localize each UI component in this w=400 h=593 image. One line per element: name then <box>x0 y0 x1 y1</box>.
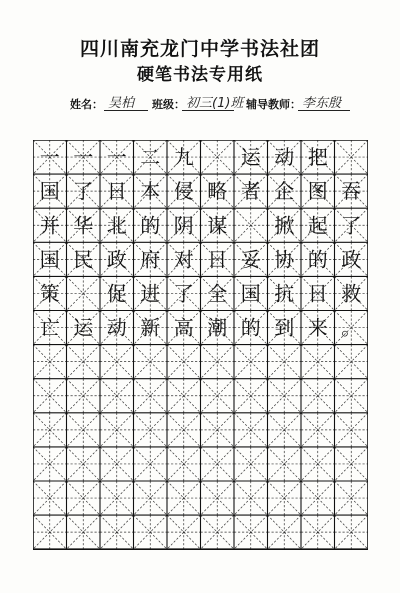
grid-cell <box>234 379 268 413</box>
grid-cell <box>134 379 168 413</box>
handwritten-char: 一 <box>106 145 127 170</box>
grid-cell <box>335 481 369 515</box>
handwritten-char: 本 <box>140 179 161 204</box>
handwritten-char: 一 <box>73 145 94 170</box>
grid-cell <box>134 413 168 447</box>
grid-cell <box>201 481 235 515</box>
teacher-label: 辅导教师： <box>246 98 301 111</box>
grid-cell <box>268 447 302 481</box>
handwritten-char: 对 <box>173 247 194 272</box>
grid-cell <box>100 481 134 515</box>
grid-cell <box>67 276 101 310</box>
handwritten-char: 民 <box>73 247 94 272</box>
handwritten-char: 促 <box>106 281 127 306</box>
handwritten-char: 了 <box>73 179 94 204</box>
handwritten-char: 企 <box>274 179 295 204</box>
handwritten-char: 高 <box>173 315 194 340</box>
handwritten-char: 救 <box>341 281 362 306</box>
handwritten-char: 谋 <box>207 213 228 238</box>
handwritten-char: 运 <box>240 145 261 170</box>
grid-cell <box>201 140 235 174</box>
grid-cell <box>268 481 302 515</box>
handwritten-char: 国 <box>39 247 60 272</box>
grid-cell <box>234 515 268 549</box>
grid-cell <box>268 515 302 549</box>
handwritten-char: 政 <box>341 247 362 272</box>
handwritten-char: 运 <box>73 315 94 340</box>
class-value: 初三(1)班 <box>186 96 244 111</box>
handwritten-char: 动 <box>274 145 295 170</box>
name-underline <box>104 110 148 111</box>
handwritten-char: 新 <box>140 315 161 340</box>
grid-cell <box>301 481 335 515</box>
grid-cell <box>167 345 201 379</box>
grid-cell <box>134 447 168 481</box>
grid-cell <box>201 515 235 549</box>
mi-grid <box>33 140 368 550</box>
handwritten-char: 亡 <box>39 315 60 340</box>
name-label: 姓名： <box>70 98 103 111</box>
handwritten-char: 的 <box>307 247 328 272</box>
grid-cell <box>335 515 369 549</box>
handwritten-char: 略 <box>207 179 228 204</box>
handwritten-char: 了 <box>341 213 362 238</box>
grid-cell <box>335 345 369 379</box>
grid-cell <box>234 413 268 447</box>
handwritten-char: 国 <box>240 281 261 306</box>
grid-cell <box>100 379 134 413</box>
handwritten-char: 掀 <box>274 213 295 238</box>
grid-cell <box>234 208 268 242</box>
paper-title: 硬笔书法专用纸 <box>137 65 263 85</box>
handwritten-char: 抗 <box>274 281 295 306</box>
handwritten-char: 。 <box>341 315 362 340</box>
handwritten-char: 潮 <box>207 315 228 340</box>
handwritten-char: 九 <box>173 145 194 170</box>
grid-cell <box>301 447 335 481</box>
grid-cell <box>201 447 235 481</box>
handwritten-char: 府 <box>140 247 161 272</box>
grid-cell <box>167 413 201 447</box>
school-title: 四川南充龙门中学书法社团 <box>79 38 320 60</box>
grid-cell <box>100 447 134 481</box>
handwritten-char: 阴 <box>173 213 194 238</box>
handwritten-char: 的 <box>240 315 261 340</box>
handwritten-char: 并 <box>39 213 60 238</box>
grid-cell <box>234 481 268 515</box>
handwritten-char: 日 <box>106 179 127 204</box>
teacher-underline <box>298 110 350 111</box>
grid-cell <box>33 447 67 481</box>
grid-cell <box>33 515 67 549</box>
grid-cell <box>100 345 134 379</box>
handwritten-char: 了 <box>173 281 194 306</box>
grid-cell <box>67 413 101 447</box>
grid-cell <box>67 515 101 549</box>
grid-cell <box>67 481 101 515</box>
handwritten-char: 日 <box>307 281 328 306</box>
handwritten-char: 政 <box>106 247 127 272</box>
handwritten-char: 来 <box>307 315 328 340</box>
grid-cell <box>301 515 335 549</box>
teacher-value: 李东殷 <box>302 96 342 111</box>
grid-cell <box>234 345 268 379</box>
grid-cell <box>301 379 335 413</box>
grid-cell <box>301 345 335 379</box>
handwritten-char: 协 <box>274 247 295 272</box>
handwritten-char: 动 <box>106 315 127 340</box>
handwritten-char: 的 <box>140 213 161 238</box>
grid-cell <box>67 379 101 413</box>
handwritten-char: 起 <box>307 213 328 238</box>
grid-cell <box>201 345 235 379</box>
grid-cell <box>335 379 369 413</box>
handwritten-char: 吞 <box>341 179 362 204</box>
grid-cell <box>33 413 67 447</box>
grid-cell <box>268 413 302 447</box>
handwritten-char: 侵 <box>173 179 194 204</box>
handwritten-char: 日 <box>207 247 228 272</box>
grid-cell <box>33 345 67 379</box>
handwritten-char: 华 <box>73 213 94 238</box>
grid-cell <box>100 413 134 447</box>
handwritten-char: 到 <box>274 315 295 340</box>
grid-cell <box>167 515 201 549</box>
grid-cell <box>167 379 201 413</box>
grid-cell <box>134 481 168 515</box>
grid-cell <box>201 413 235 447</box>
grid-cell <box>268 345 302 379</box>
grid-cell <box>33 379 67 413</box>
grid-cell <box>335 413 369 447</box>
grid-cell <box>134 345 168 379</box>
grid-cell <box>335 447 369 481</box>
handwritten-char: 进 <box>140 281 161 306</box>
class-label: 班级： <box>152 98 185 111</box>
grid-cell <box>67 345 101 379</box>
name-value: 吴柏 <box>108 96 135 111</box>
handwritten-char: 全 <box>207 281 228 306</box>
grid-cell <box>335 140 369 174</box>
grid-cell <box>100 515 134 549</box>
class-underline <box>182 110 234 111</box>
grid-cell <box>234 447 268 481</box>
handwritten-char: 策 <box>39 281 60 306</box>
grid-cell <box>167 481 201 515</box>
student-info-row <box>0 92 400 114</box>
grid-cell <box>134 515 168 549</box>
handwritten-char: 妥 <box>240 247 261 272</box>
grid-cell <box>201 379 235 413</box>
grid-cell <box>167 447 201 481</box>
handwritten-char: 图 <box>307 179 328 204</box>
handwritten-char: 二 <box>140 145 161 170</box>
handwritten-char: 把 <box>307 145 328 170</box>
grid-cell <box>268 379 302 413</box>
grid-cell <box>301 413 335 447</box>
grid-cell <box>67 447 101 481</box>
handwritten-char: 一 <box>39 145 60 170</box>
handwritten-char: 北 <box>106 213 127 238</box>
grid-cell <box>33 481 67 515</box>
handwritten-char: 国 <box>39 179 60 204</box>
handwritten-char: 者 <box>240 179 261 204</box>
